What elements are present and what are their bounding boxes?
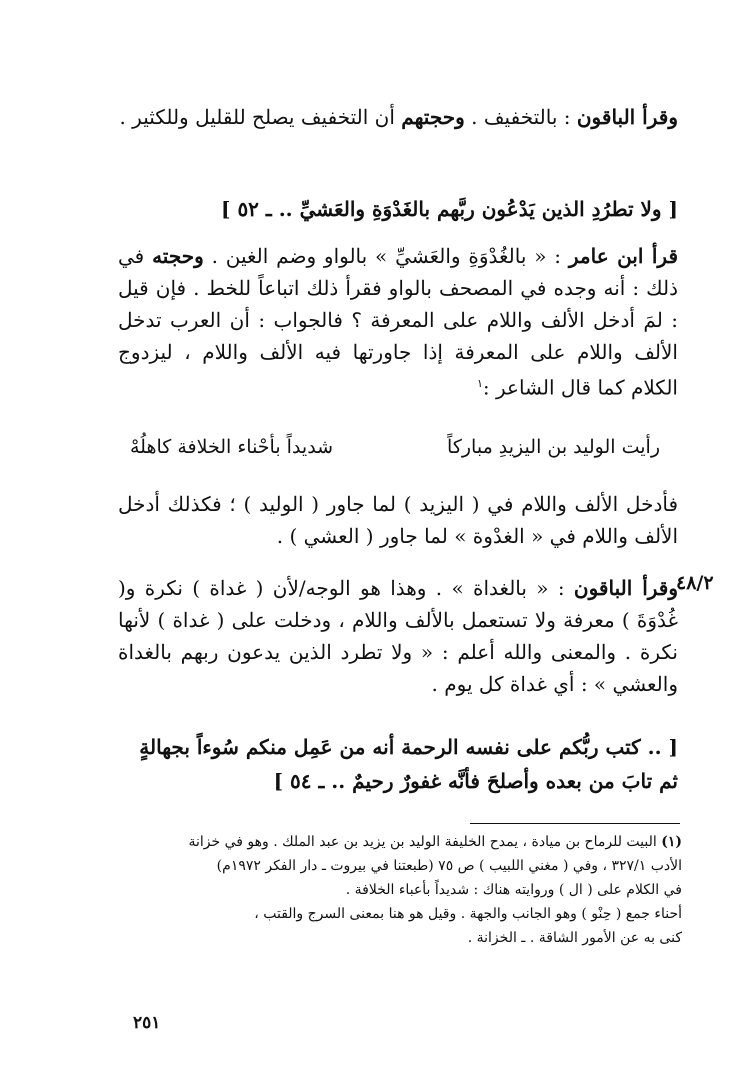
paragraph-text: : بالتخفيف . (464, 105, 577, 129)
verse-line-1: [ .. كتب ربُّكم على نفسه الرحمة أنه من عَمِل منكم سُوءاً بجهالةٍ (139, 735, 678, 759)
paragraph-explanation: فأدخل الألف واللام في ( اليزيد ) لما جاور ( الوليد ) ؛ فكذلك أدخل الألف واللام في « الغدْوة » لما جاور ( العشي ) . (118, 492, 678, 548)
paragraph-text: : « بالغداة » . وهذا هو الوجه/لأن ( غداة ) نكرة و( غُدْوَةَ ) معرفة ولا تستعمل بالألف واللام ، ودخلت على ( غداة ) لأنها نكرة . والمعنى والله أعلم : « ولا تطرد الذين يدعون ربهم بالغداة والعشي » : أي غداة كل يوم . (118, 576, 678, 696)
footnote-line: في الكلام على ( ال ) وروايته هناك : شديداً بأعباء الخلافة . (345, 882, 682, 898)
footnote-number: (١) (661, 834, 682, 850)
paragraph-text-2: أن التخفيف يصلح للقليل وللكثير . (119, 105, 402, 129)
footnote-divider (470, 823, 680, 824)
paragraph-ibn-amer (118, 240, 678, 404)
paragraph-lead-2: وحجتهم (401, 105, 465, 129)
paragraph-text: : « بالغُدْوَةِ والعَشيِّ » بالواو وضم الغين . (203, 244, 569, 268)
paragraph-lead: وقرأ الباقون (573, 576, 679, 600)
footnote-line: كنى به عن الأمور الشاقة . ـ الخزانة . (467, 930, 682, 946)
footnote-line: أحناء جمع ( حِنْو ) وهو الجانب والجهة . وقيل هو هنا بمعنى السرج والقتب ، (254, 906, 682, 922)
paragraph-lead-2: وحجته (152, 244, 204, 268)
poem-hemistich-second: شديداً بأحْناء الخلافة كاهلُهْ (130, 436, 334, 458)
footnote-ref: ١ (476, 377, 483, 390)
margin-reference: ٤٨/٢ (676, 572, 714, 594)
verse-line-2: ثم تابَ من بعده وأصلحَ فأنَّه غفورٌ رحيمٌ .. ـ ٥٤ ] (273, 769, 678, 793)
footnote-line: (١) البيت للرماح بن ميادة ، يمدح الخليفة الوليد بن يزيد بن عبد الملك . وهو في خزانة (188, 834, 682, 850)
quran-verse-52: [ ولا تطرُدِ الذين يَدْعُون ربَّهم بالغَدْوَةِ والعَشيِّ .. ـ ٥٢ ] (221, 197, 678, 221)
paragraph-lead: قرأ ابن عامر (568, 244, 679, 268)
poem-hemistich-first: رأيت الوليد بن اليزيدِ مباركاً (447, 436, 660, 458)
page-number: ٢٥١ (133, 1013, 161, 1033)
quran-verse-54 (118, 730, 678, 798)
paragraph-readers-majority-2 (118, 572, 678, 700)
footnotes (112, 830, 682, 950)
paragraph-text-2: في ذلك : أنه وجده في المصحف بالواو فقرأ ذلك اتباعاً للخط . فإن قيل : لمَ أدخل الألف واللام على المعرفة ؟ فالجواب : أن العرب تدخل الألف واللام على المعرفة إذا جاورتها فيه الألف واللام ، ليزدوج الكلام كما قال الشاعر : (118, 244, 678, 400)
paragraph-readers-majority (118, 101, 678, 133)
paragraph-lead: وقرأ الباقون (576, 105, 678, 129)
footnote-line: الأدب ٣٢٧/١ ، وفي ( مغني اللبيب ) ص ٧٥ (طبعتنا في بيروت ـ دار الفكر ١٩٧٢م) (216, 858, 682, 874)
